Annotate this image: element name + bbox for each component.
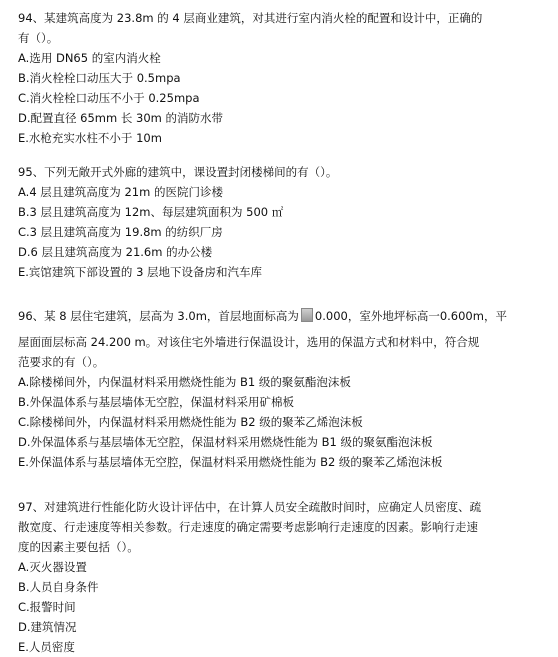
- option-b: B.3 层且建筑高度为 12m、每层建筑面积为 500 ㎡: [18, 205, 284, 219]
- option-d: D.配置直径 65mm 长 30m 的消防水带: [18, 111, 224, 125]
- option-e: E.人员密度: [18, 640, 75, 654]
- question-stem: 有（）。: [18, 31, 59, 45]
- question-stem: 散宽度、行走速度等相关参数。行走速度的确定需要考虑影响行走速度的因素。影响行走速: [18, 520, 478, 534]
- option-c: C.3 层且建筑高度为 19.8m 的纺织厂房: [18, 225, 223, 239]
- option-d: D.外保温体系与基层墙体无空腔，保温材料采用燃烧性能为 B1 级的聚氨酯泡沫板: [18, 435, 433, 449]
- option-e: E.水枪充实水柱不小于 10m: [18, 131, 162, 145]
- option-c: C.报警时间: [18, 600, 76, 614]
- broken-image-icon: [301, 308, 313, 322]
- question-stem: 屋面面层标高 24.200 m。对该住宅外墙进行保温设计，选用的保温方式和材料中，符合规: [18, 335, 480, 349]
- option-a: A.4 层且建筑高度为 21m 的医院门诊楼: [18, 185, 223, 199]
- question-stem: 94、某建筑高度为 23.8m 的 4 层商业建筑，对其进行室内消火栓的配置和设计中，正确的: [18, 11, 483, 25]
- option-b: B.人员自身条件: [18, 580, 99, 594]
- stem-part-b: 0.000，室外地坪标高一0.600m，平: [314, 309, 507, 323]
- stem-part-a: 96、某 8 层住宅建筑，层高为 3.0m，首层地面标高为: [18, 309, 299, 323]
- option-c: C.除楼梯间外，内保温材料采用燃烧性能为 B2 级的聚苯乙烯泡沫板: [18, 415, 363, 429]
- option-e: E.宾馆建筑下部设置的 3 层地下设备房和汽车库: [18, 265, 263, 279]
- question-stem: 95、下列无敞开式外廊的建筑中，课设置封闭楼梯间的有（）。: [18, 165, 338, 179]
- option-a: A.灭火器设置: [18, 560, 87, 574]
- option-d: D.建筑情况: [18, 620, 77, 634]
- question-stem: 97、对建筑进行性能化防火设计评估中，在计算人员安全疏散时间时，应确定人员密度、疏: [18, 500, 482, 514]
- option-a: A.除楼梯间外，内保温材料采用燃烧性能为 B1 级的聚氨酯泡沫板: [18, 375, 351, 389]
- question-stem: [18, 306, 538, 326]
- question-94: [18, 8, 538, 148]
- question-stem: 范要求的有（）。: [18, 355, 105, 369]
- option-c: C.消火栓栓口动压不小于 0.25mpa: [18, 91, 200, 105]
- option-a: A.选用 DN65 的室内消火栓: [18, 51, 161, 65]
- question-96: [18, 306, 538, 472]
- option-d: D.6 层且建筑高度为 21.6m 的办公楼: [18, 245, 213, 259]
- option-b: B.外保温体系与基层墙体无空腔，保温材料采用矿棉板: [18, 395, 295, 409]
- question-stem: 度的因素主要包括（）。: [18, 540, 139, 554]
- question-95: [18, 162, 538, 282]
- question-97: [18, 497, 538, 657]
- option-e: E.外保温体系与基层墙体无空腔，保温材料采用燃烧性能为 B2 级的聚苯乙烯泡沫板: [18, 455, 443, 469]
- option-b: B.消火栓栓口动压大于 0.5mpa: [18, 71, 181, 85]
